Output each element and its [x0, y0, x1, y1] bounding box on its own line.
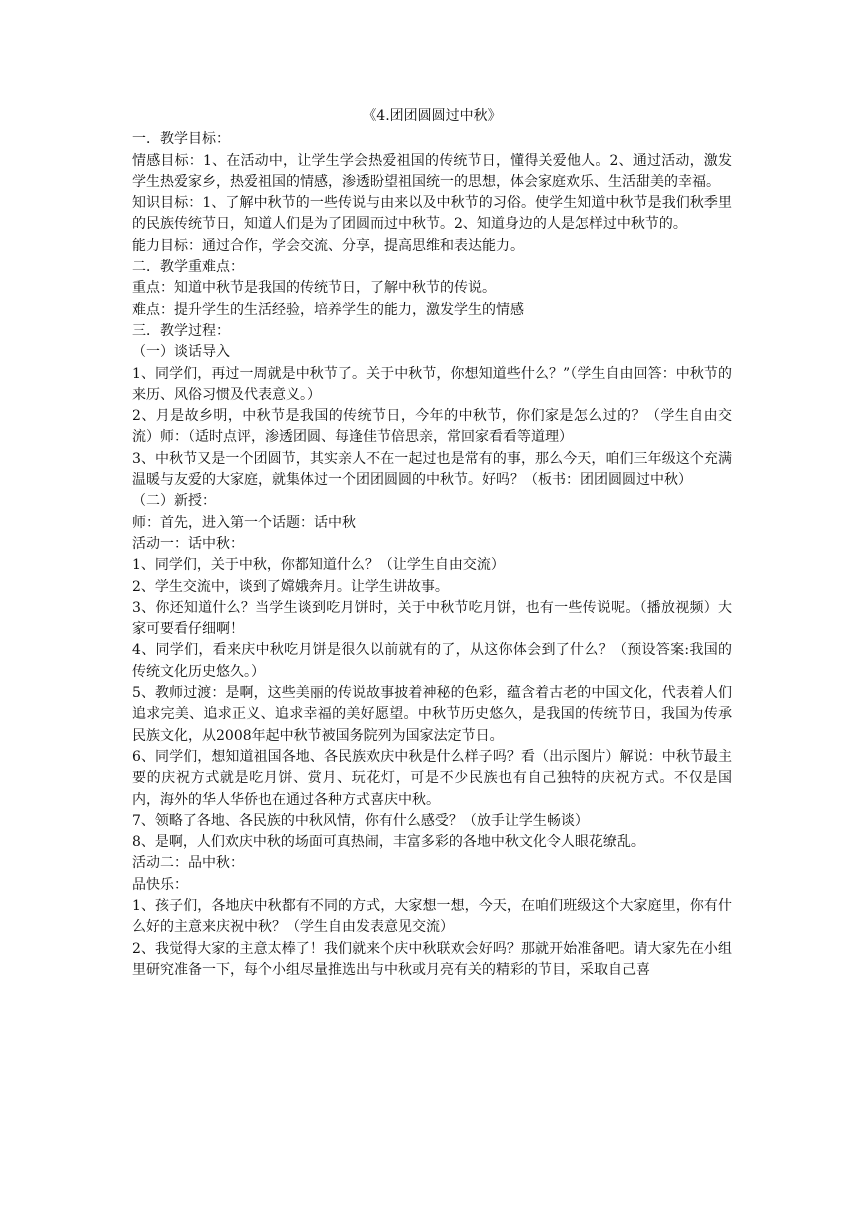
subsection-heading: （一）谈话导入 [132, 344, 230, 361]
activity-heading: 活动二：品中秋： [132, 855, 244, 872]
section-heading-objectives: 一．教学目标： [132, 131, 230, 148]
paragraph: 师：首先，进入第一个话题：话中秋 [132, 514, 356, 531]
paragraph: 1、同学们，再过一周就是中秋节了。关于中秋节，你想知道些什么？”（学生自由回答：中秋节的来历、风俗习惯及代表意义。） [132, 365, 732, 403]
document-page [132, 106, 732, 981]
document-title: 《4.团团圆圆过中秋》 [362, 108, 502, 124]
paragraph: 8、是啊，人们欢庆中秋的场面可真热闹，丰富多彩的各地中秋文化令人眼花缭乱。 [132, 834, 645, 851]
paragraph: 7、领略了各地、各民族的中秋风情，你有什么感受？（放手让学生畅谈） [132, 812, 589, 829]
paragraph: 1、同学们，关于中秋，你都知道什么？（让学生自由交流） [132, 557, 505, 574]
paragraph: 重点：知道中秋节是我国的传统节日，了解中秋节的传说。 [132, 280, 496, 297]
paragraph: 1、孩子们，各地庆中秋都有不同的方式，大家想一想，今天，在咱们班级这个大家庭里，你有什么好的主意来庆祝中秋？（学生自由发表意见交流） [132, 897, 732, 936]
paragraph: 3、你还知道什么？当学生谈到吃月饼时，关于中秋节吃月饼，也有一些传说呢。（播放视频）大家可要看仔细啊！ [132, 599, 732, 638]
section-heading-process: 三．教学过程： [132, 322, 230, 339]
paragraph: 5、教师过渡：是啊，这些美丽的传说故事披着神秘的色彩，蕴含着古老的中国文化，代表着人们追求完美、追求正义、追求幸福的美好愿望。中秋节历史悠久，是我国的传统节日，我国为传承民族文化，从2008年起中秋节被国务院列为国家法定节日。 [132, 685, 732, 744]
paragraph: 情感目标：1、在活动中，让学生学会热爱祖国的传统节日，懂得关爱他人。2、通过活动，激发学生热爱家乡，热爱祖国的情感，渗透盼望祖国统一的思想，体会家庭欢乐、生活甜美的幸福。 [132, 152, 732, 190]
paragraph: 3、中秋节又是一个团圆节，其实亲人不在一起过也是常有的事，那么今天，咱们三年级这个充满温暖与友爱的大家庭，就集体过一个团团圆圆的中秋节。好吗？（板书：团团圆圆过中秋） [132, 450, 732, 489]
activity-heading: 活动一：话中秋： [132, 535, 244, 552]
paragraph: 2、我觉得大家的主意太棒了！我们就来个庆中秋联欢会好吗？那就开始准备吧。请大家先在小组里研究准备一下，每个小组尽量推选出与中秋或月亮有关的精彩的节目，采取自己喜 [132, 940, 732, 978]
subheading: 品快乐： [132, 876, 188, 893]
paragraph: 知识目标：1、了解中秋节的一些传说与由来以及中秋节的习俗。使学生知道中秋节是我们秋季里的民族传统节日，知道人们是为了团圆而过中秋节。2、知道身边的人是怎样过中秋节的。 [132, 195, 732, 233]
paragraph: 能力目标：通过合作，学会交流、分享，提高思维和表达能力。 [132, 237, 524, 254]
paragraph: 2、学生交流中，谈到了嫦娥奔月。让学生讲故事。 [132, 578, 449, 595]
document-body [132, 129, 732, 981]
paragraph: 2、月是故乡明，中秋节是我国的传统节日，今年的中秋节，你们家是怎么过的？（学生自由交流）师：（适时点评，渗透团圆、每逢佳节倍思亲，常回家看看等道理） [132, 408, 732, 446]
paragraph: 难点：提升学生的生活经验，培养学生的能力，激发学生的情感 [132, 301, 524, 318]
paragraph: 4、同学们，看来庆中秋吃月饼是很久以前就有的了，从这你体会到了什么？（预设答案:我国的传统文化历史悠久。） [132, 642, 732, 680]
section-heading-key-points: 二．教学重难点： [132, 259, 244, 276]
subsection-heading: （二）新授： [132, 493, 216, 510]
paragraph: 6、同学们，想知道祖国各地、各民族欢庆中秋是什么样子吗？看（出示图片）解说：中秋节最主要的庆祝方式就是吃月饼、赏月、玩花灯，可是不少民族也有自己独特的庆祝方式。不仅是国内，海外的华人华侨也在通过各种方式喜庆中秋。 [132, 748, 732, 808]
